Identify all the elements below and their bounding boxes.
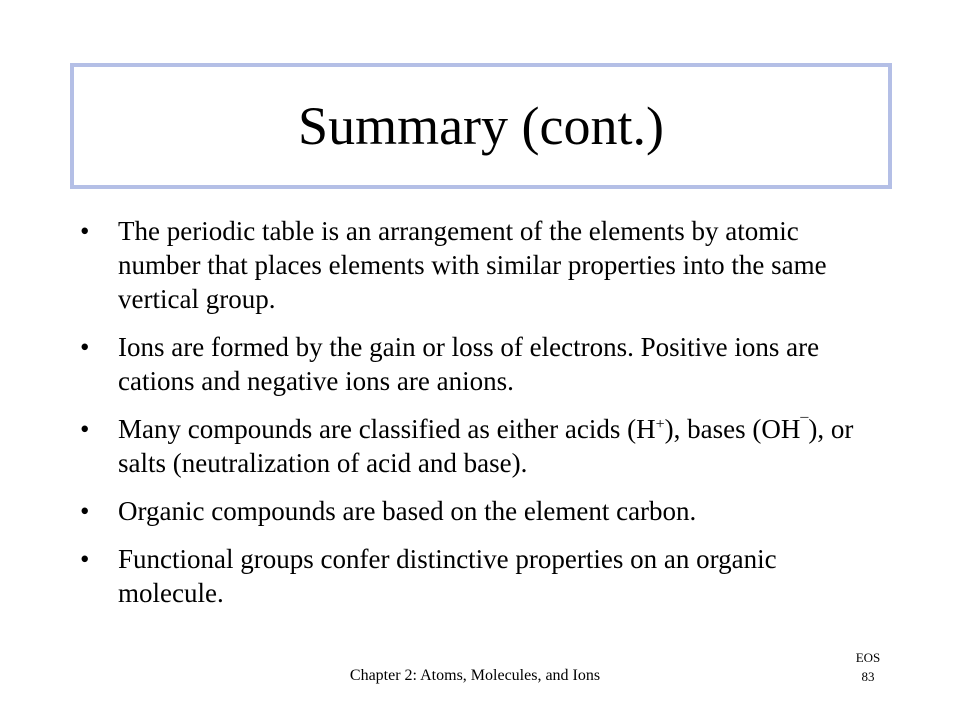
bullet-text-part: ), or salts (neutralization of acid and base).	[118, 414, 854, 478]
footer-chapter: Chapter 2: Atoms, Molecules, and Ions	[349, 667, 601, 684]
bullet-point-icon: •	[80, 544, 90, 574]
bullet-point-icon: •	[80, 496, 90, 526]
page-number: 83	[861, 669, 875, 684]
bullet-text: Organic compounds are based on the element carbon.	[118, 496, 697, 526]
bullet-item	[80, 412, 880, 480]
title-box	[70, 63, 892, 189]
bullet-text: The periodic table is an arrangement of the elements by atomic number that places elements with similar properties into the same vertical group.	[118, 216, 827, 314]
bullet-text: Ions are formed by the gain or loss of electrons. Positive ions are cations and negative ions are anions.	[118, 332, 820, 396]
bullet-item	[80, 214, 880, 316]
bullet-item	[80, 330, 880, 398]
bullet-text: Functional groups confer distinctive properties on an organic molecule.	[118, 544, 777, 608]
bullet-text-part: Many compounds are classified as either acids (H	[118, 414, 656, 444]
bullet-point-icon: •	[80, 216, 90, 246]
bullet-text	[118, 414, 853, 478]
bullet-text-part: ), bases (OH	[664, 414, 801, 444]
bullet-list	[80, 214, 880, 624]
footer-page-info	[838, 648, 898, 686]
bullet-point-icon: •	[80, 414, 90, 444]
cation-superscript: +	[655, 416, 665, 433]
slide-title: Summary (cont.)	[298, 96, 664, 156]
bullet-point-icon: •	[80, 332, 90, 362]
footer-label: EOS	[855, 650, 881, 665]
bullet-item	[80, 542, 880, 610]
anion-superscript: ¯	[800, 416, 809, 433]
bullet-item	[80, 494, 880, 528]
